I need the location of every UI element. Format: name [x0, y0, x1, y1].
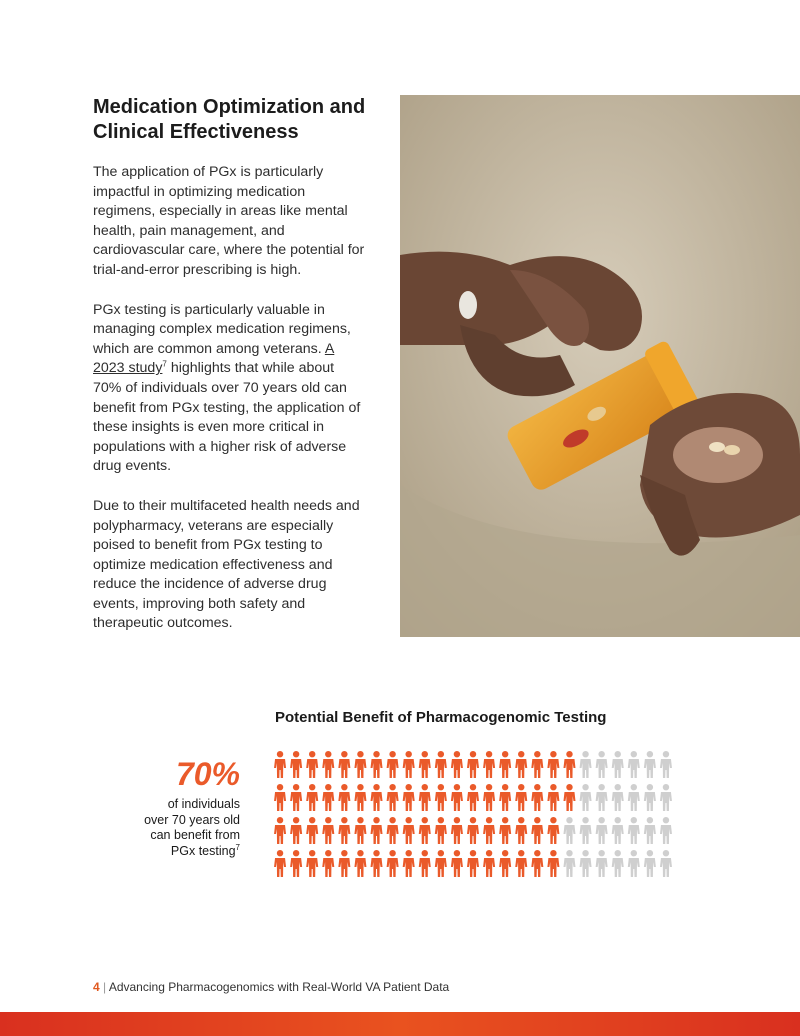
person-icon-highlighted — [403, 751, 415, 778]
page-heading: Medication Optimization and Clinical Effectiveness — [93, 96, 366, 143]
person-icon-highlighted — [322, 751, 334, 778]
person-icon-highlighted — [387, 784, 399, 811]
person-icon-highlighted — [290, 817, 302, 844]
person-icon — [660, 751, 672, 778]
person-icon-highlighted — [387, 850, 399, 877]
person-icon — [628, 850, 640, 877]
stat-caption-line: over 70 years old — [144, 812, 240, 827]
person-icon — [580, 850, 592, 877]
study-reference: 7 — [162, 359, 167, 369]
person-icon-highlighted — [290, 751, 302, 778]
person-icon-highlighted — [371, 817, 383, 844]
person-icon-highlighted — [306, 784, 318, 811]
person-icon-highlighted — [338, 784, 350, 811]
paragraph-2-rest: highlights that while about 70% of individuals over 70 years old can benefit from PGx testing, the application of these insights is even more critical in populations with a higher risk of adverse drug events. — [93, 360, 361, 475]
person-icon-highlighted — [499, 784, 511, 811]
person-icon-highlighted — [322, 784, 334, 811]
person-icon — [644, 784, 656, 811]
stat-caption-line: of individuals — [167, 797, 240, 811]
person-icon-highlighted — [290, 784, 302, 811]
person-icon-highlighted — [322, 817, 334, 844]
person-icon-highlighted — [499, 817, 511, 844]
stat-reference: 7 — [235, 842, 240, 852]
person-icon — [612, 751, 624, 778]
person-icon-highlighted — [467, 751, 479, 778]
person-icon-highlighted — [451, 817, 463, 844]
person-icon-highlighted — [354, 751, 366, 778]
chart-title: Potential Benefit of Pharmacogenomic Testing — [275, 709, 607, 726]
person-icon-highlighted — [515, 784, 527, 811]
person-icon-highlighted — [419, 817, 431, 844]
person-icon-highlighted — [483, 817, 495, 844]
footer-separator: | — [103, 980, 107, 994]
person-icon-highlighted — [531, 751, 543, 778]
person-icon — [596, 751, 608, 778]
stat-caption-line — [110, 844, 240, 860]
paragraph-2 — [93, 301, 365, 477]
person-icon-highlighted — [338, 817, 350, 844]
person-icon-highlighted — [354, 850, 366, 877]
person-icon-highlighted — [547, 751, 559, 778]
person-icon — [628, 751, 640, 778]
person-icon-highlighted — [499, 751, 511, 778]
person-icon-highlighted — [274, 817, 286, 844]
person-icon-highlighted — [403, 817, 415, 844]
person-icon — [644, 751, 656, 778]
bottom-accent-band — [0, 1012, 800, 1036]
person-icon-highlighted — [451, 850, 463, 877]
person-icon-highlighted — [354, 784, 366, 811]
person-icon-highlighted — [563, 751, 575, 778]
person-icon — [612, 817, 624, 844]
person-icon-highlighted — [499, 850, 511, 877]
person-icon-highlighted — [387, 751, 399, 778]
person-icon-highlighted — [306, 850, 318, 877]
person-icon-highlighted — [483, 751, 495, 778]
person-icon — [644, 817, 656, 844]
person-icon-highlighted — [435, 784, 447, 811]
person-icon-highlighted — [419, 850, 431, 877]
hands-pill-bottle-photo — [400, 95, 800, 637]
person-icon — [580, 817, 592, 844]
study-link[interactable]: A 2023 study — [93, 340, 335, 377]
person-icon — [628, 784, 640, 811]
person-icon — [660, 817, 672, 844]
pictograph-people — [272, 748, 674, 880]
body-text — [93, 163, 365, 654]
person-icon-highlighted — [419, 784, 431, 811]
person-icon-highlighted — [403, 784, 415, 811]
person-icon-highlighted — [306, 817, 318, 844]
person-icon-highlighted — [435, 850, 447, 877]
page-footer — [93, 980, 449, 994]
person-icon-highlighted — [274, 751, 286, 778]
person-icon-highlighted — [274, 784, 286, 811]
person-icon-highlighted — [338, 751, 350, 778]
paragraph-2-lead: PGx testing is particularly valuable in managing complex medication regimens, which are common among veterans. — [93, 301, 351, 357]
person-icon-highlighted — [354, 817, 366, 844]
person-icon — [596, 850, 608, 877]
person-icon-highlighted — [467, 850, 479, 877]
stat-caption — [110, 797, 240, 859]
person-icon-highlighted — [547, 817, 559, 844]
person-icon — [660, 784, 672, 811]
person-icon-highlighted — [338, 850, 350, 877]
paragraph-3: Due to their multifaceted health needs and polypharmacy, veterans are especially poised to benefit from PGx testing to optimize medication effectiveness and reduce the incidence of adverse drug events, improving both safety and therapeutic outcomes. — [93, 497, 360, 632]
person-icon-highlighted — [419, 751, 431, 778]
stat-caption-line: can benefit from — [150, 828, 240, 842]
person-icon-highlighted — [467, 817, 479, 844]
person-icon-highlighted — [371, 850, 383, 877]
person-icon — [580, 784, 592, 811]
person-icon — [580, 751, 592, 778]
person-icon-highlighted — [403, 850, 415, 877]
person-icon-highlighted — [531, 850, 543, 877]
person-icon-highlighted — [371, 784, 383, 811]
stat-value: 70% — [175, 756, 240, 792]
person-icon — [563, 817, 575, 844]
person-icon-highlighted — [483, 784, 495, 811]
person-icon-highlighted — [371, 751, 383, 778]
person-icon-highlighted — [515, 751, 527, 778]
person-icon — [612, 784, 624, 811]
person-icon-highlighted — [435, 751, 447, 778]
person-icon-highlighted — [547, 850, 559, 877]
person-icon-highlighted — [274, 850, 286, 877]
person-icon-highlighted — [515, 850, 527, 877]
person-icon — [596, 784, 608, 811]
person-icon-highlighted — [515, 817, 527, 844]
stat-caption-last: PGx testing — [170, 843, 236, 858]
person-icon-highlighted — [306, 751, 318, 778]
person-icon-highlighted — [435, 817, 447, 844]
person-icon — [644, 850, 656, 877]
footer-title: Advancing Pharmacogenomics with Real-World VA Patient Data — [108, 980, 450, 994]
person-icon-highlighted — [467, 784, 479, 811]
person-icon — [660, 850, 672, 877]
person-icon-highlighted — [547, 784, 559, 811]
person-icon-highlighted — [563, 784, 575, 811]
person-icon-highlighted — [483, 850, 495, 877]
page-number: 4 — [93, 980, 100, 994]
person-icon — [596, 817, 608, 844]
person-icon-highlighted — [531, 784, 543, 811]
person-icon-highlighted — [290, 850, 302, 877]
paragraph-1: The application of PGx is particularly impactful in optimizing medication regimens, especially in areas like mental health, pain management, and cardiovascular care, where the potential for trial-and-error prescribing is high. — [93, 164, 365, 278]
person-icon-highlighted — [322, 850, 334, 877]
person-icon — [628, 817, 640, 844]
person-icon-highlighted — [451, 751, 463, 778]
person-icon-highlighted — [387, 817, 399, 844]
person-icon-highlighted — [451, 784, 463, 811]
person-icon — [612, 850, 624, 877]
person-icon — [563, 850, 575, 877]
person-icon-highlighted — [531, 817, 543, 844]
